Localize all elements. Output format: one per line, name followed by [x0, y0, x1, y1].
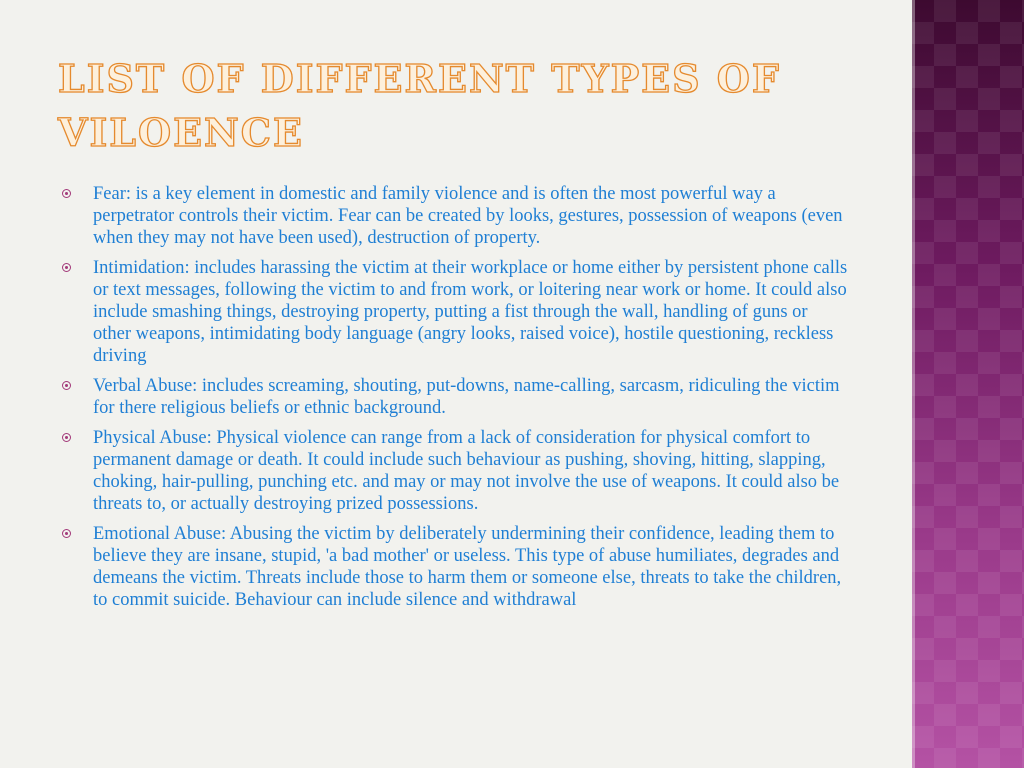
list-item-text: Intimidation: includes harassing the victim at their workplace or home either by persistent phone calls or text messages, following the victim to and from work, or loitering near work or home. It could also include smashing things, destroying property, putting a fist through the wall, handling of guns or other weapons, intimidating body language (angry looks, raised voice), hostile questioning, reckless driving [93, 258, 848, 366]
target-circle-icon [62, 529, 71, 538]
list-item-text: Physical Abuse: Physical violence can range from a lack of consideration for physical comfort to permanent damage or death. It could include such behaviour as pushing, shoving, hitting, slapping, choking, hair-pulling, punching etc. and may or may not involve the use of weapons. It could also be threats to, or actually destroying prized possessions. [93, 428, 840, 514]
target-circle-icon [62, 433, 71, 442]
target-circle-icon [62, 189, 71, 198]
target-circle-icon [62, 381, 71, 390]
list-item-text: Emotional Abuse: Abusing the victim by deliberately undermining their confidence, leading them to believe they are insane, stupid, 'a bad mother' or useless. This type of abuse humiliates, degrades and demeans the victim. Threats include those to harm them or someone else, threats to take the children, to commit suicide. Behaviour can include silence and withdrawal [93, 524, 842, 610]
list-item [60, 523, 850, 611]
list-item [60, 427, 850, 515]
list-item-text: Verbal Abuse: includes screaming, shouting, put-downs, name-calling, sarcasm, ridiculing the victim for there religious beliefs or ethnic background. [93, 376, 840, 418]
target-circle-icon [62, 263, 71, 272]
list-item [60, 183, 850, 249]
list-item [60, 375, 850, 419]
slide-title: LIST OF DIFFERENT TYPES OF VILOENCE [58, 56, 781, 155]
decorative-side-band [912, 0, 1024, 768]
bullet-list [60, 183, 850, 619]
list-item-text: Fear: is a key element in domestic and family violence and is often the most powerful way a perpetrator controls their victim. Fear can be created by looks, gestures, possession of weapons (even when they may not have been used), destruction of property. [93, 184, 843, 248]
list-item [60, 257, 850, 367]
